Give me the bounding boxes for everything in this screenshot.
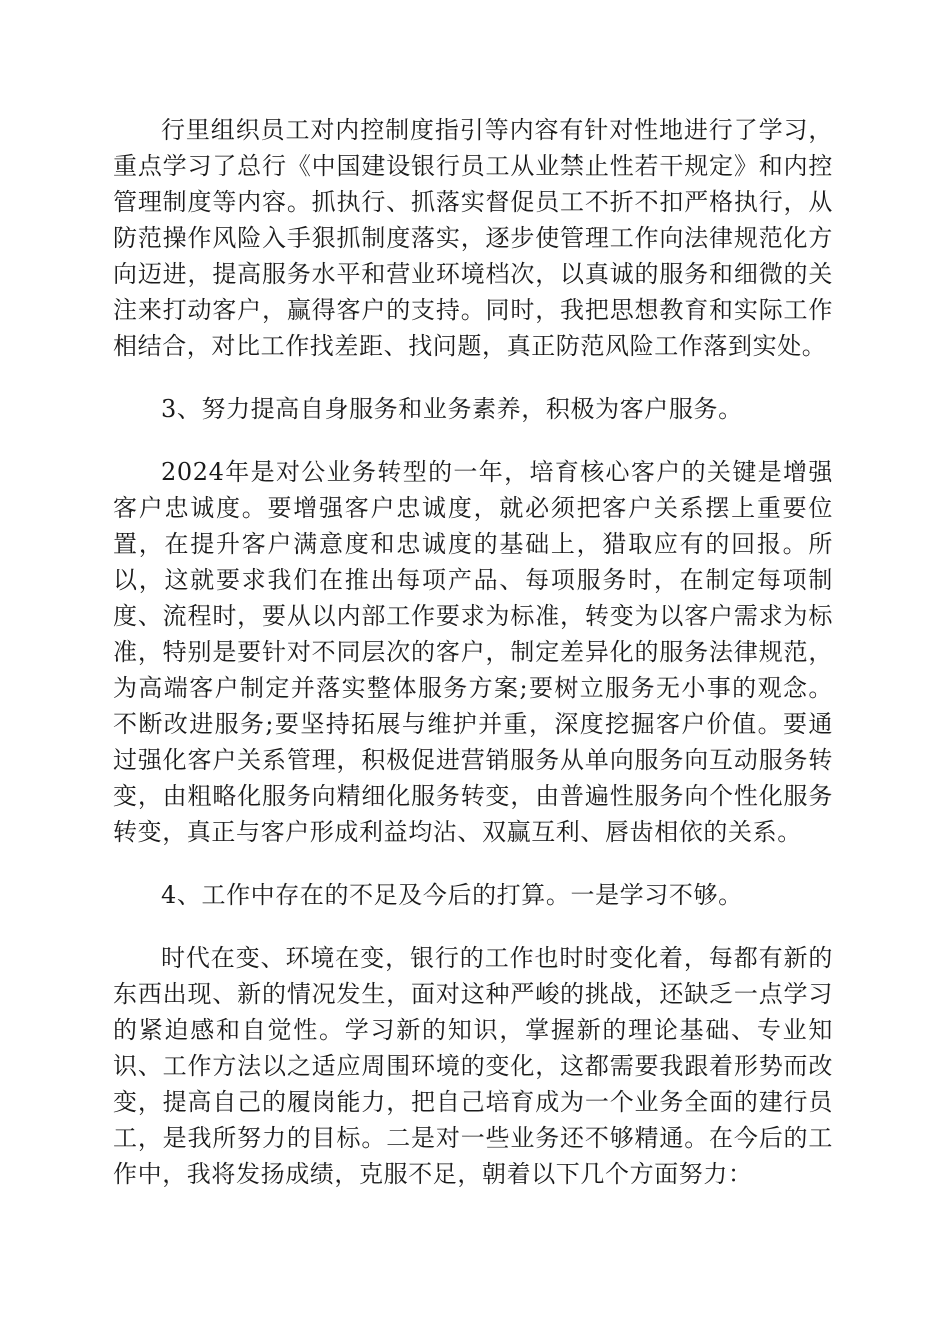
paragraph-gap: [113, 913, 833, 940]
paragraph-gap: [113, 364, 833, 391]
paragraph-gap: [113, 850, 833, 877]
paragraph-customer-service: 2024年是对公业务转型的一年，培育核心客户的关键是增强客户忠诚度。要增强客户忠诚度，就必须把客户关系摆上重要位置，在提升客户满意度和忠诚度的基础上，猎取应有的回报。所以，这就要求我们在推出每项产品、每项服务时，在制定每项制度、流程时，要从以内部工作要求为标准，转变为以客户需求为标准，特别是要针对不同层次的客户，制定差异化的服务法律规范，为高端客户制定并落实整体服务方案;要树立服务无小事的观念。不断改进服务;要坚持拓展与维护并重，深度挖掘客户价值。要通过强化客户关系管理，积极促进营销服务从单向服务向互动服务转变，由粗略化服务向精细化服务转变，由普遍性服务向个性化服务转变，真正与客户形成利益均沾、双赢互利、唇齿相依的关系。: [113, 458, 833, 846]
paragraph-gap: [113, 427, 833, 454]
document-body: [113, 112, 833, 1192]
section-heading-3: 3、努力提高自身服务和业务素养，积极为客户服务。: [161, 395, 743, 423]
section-heading-4: 4、工作中存在的不足及今后的打算。一是学习不够。: [161, 881, 743, 909]
paragraph-shortcomings: 时代在变、环境在变，银行的工作也时时变化着，每都有新的东西出现、新的情况发生，面对这种严峻的挑战，还缺乏一点学习的紧迫感和自觉性。学习新的知识，掌握新的理论基础、专业知识、工作方法以之适应周围环境的变化，这都需要我跟着形势而改变，提高自己的履岗能力，把自己培育成为一个业务全面的建行员工，是我所努力的目标。二是对一些业务还不够精通。在今后的工作中，我将发扬成绩，克服不足，朝着以下几个方面努力：: [113, 944, 833, 1188]
paragraph-internal-control: 行里组织员工对内控制度指引等内容有针对性地进行了学习，重点学习了总行《中国建设银行员工从业禁止性若干规定》和内控管理制度等内容。抓执行、抓落实督促员工不折不扣严格执行，从防范操作风险入手狠抓制度落实，逐步使管理工作向法律规范化方向迈进，提高服务水平和营业环境档次，以真诚的服务和细微的关注来打动客户，赢得客户的支持。同时，我把思想教育和实际工作相结合，对比工作找差距、找问题，真正防范风险工作落到实处。: [113, 116, 833, 360]
